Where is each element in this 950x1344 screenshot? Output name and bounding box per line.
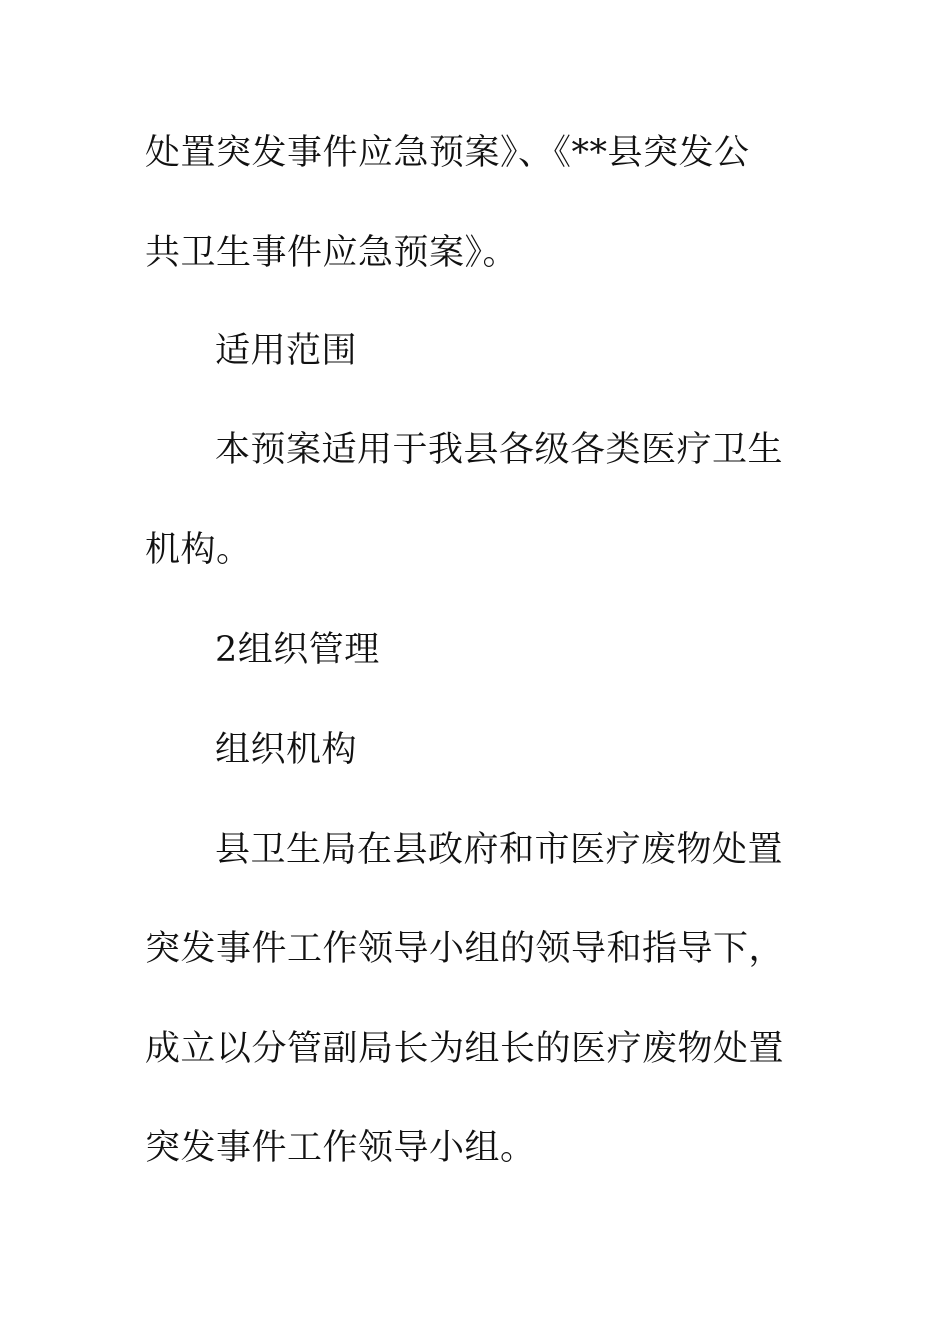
paragraph-line: 突发事件工作领导小组的领导和指导下， — [145, 929, 785, 969]
paragraph-line: 成立以分管副局长为组长的医疗废物处置 — [145, 1029, 785, 1069]
paragraph-line: 本预案适用于我县各级各类医疗卫生 — [215, 430, 784, 470]
section-heading: 适用范围 — [215, 331, 358, 371]
paragraph-line: 处置突发事件应急预案》、《**县突发公 — [145, 133, 750, 173]
paragraph-line: 突发事件工作领导小组。 — [145, 1128, 536, 1168]
paragraph-line: 县卫生局在县政府和市医疗废物处置 — [215, 830, 784, 870]
paragraph-line: 机构。 — [145, 530, 252, 570]
section-heading: 组织机构 — [215, 730, 358, 770]
section-heading: 2组织管理 — [215, 630, 380, 670]
paragraph-line: 共卫生事件应急预案》。 — [145, 233, 519, 273]
